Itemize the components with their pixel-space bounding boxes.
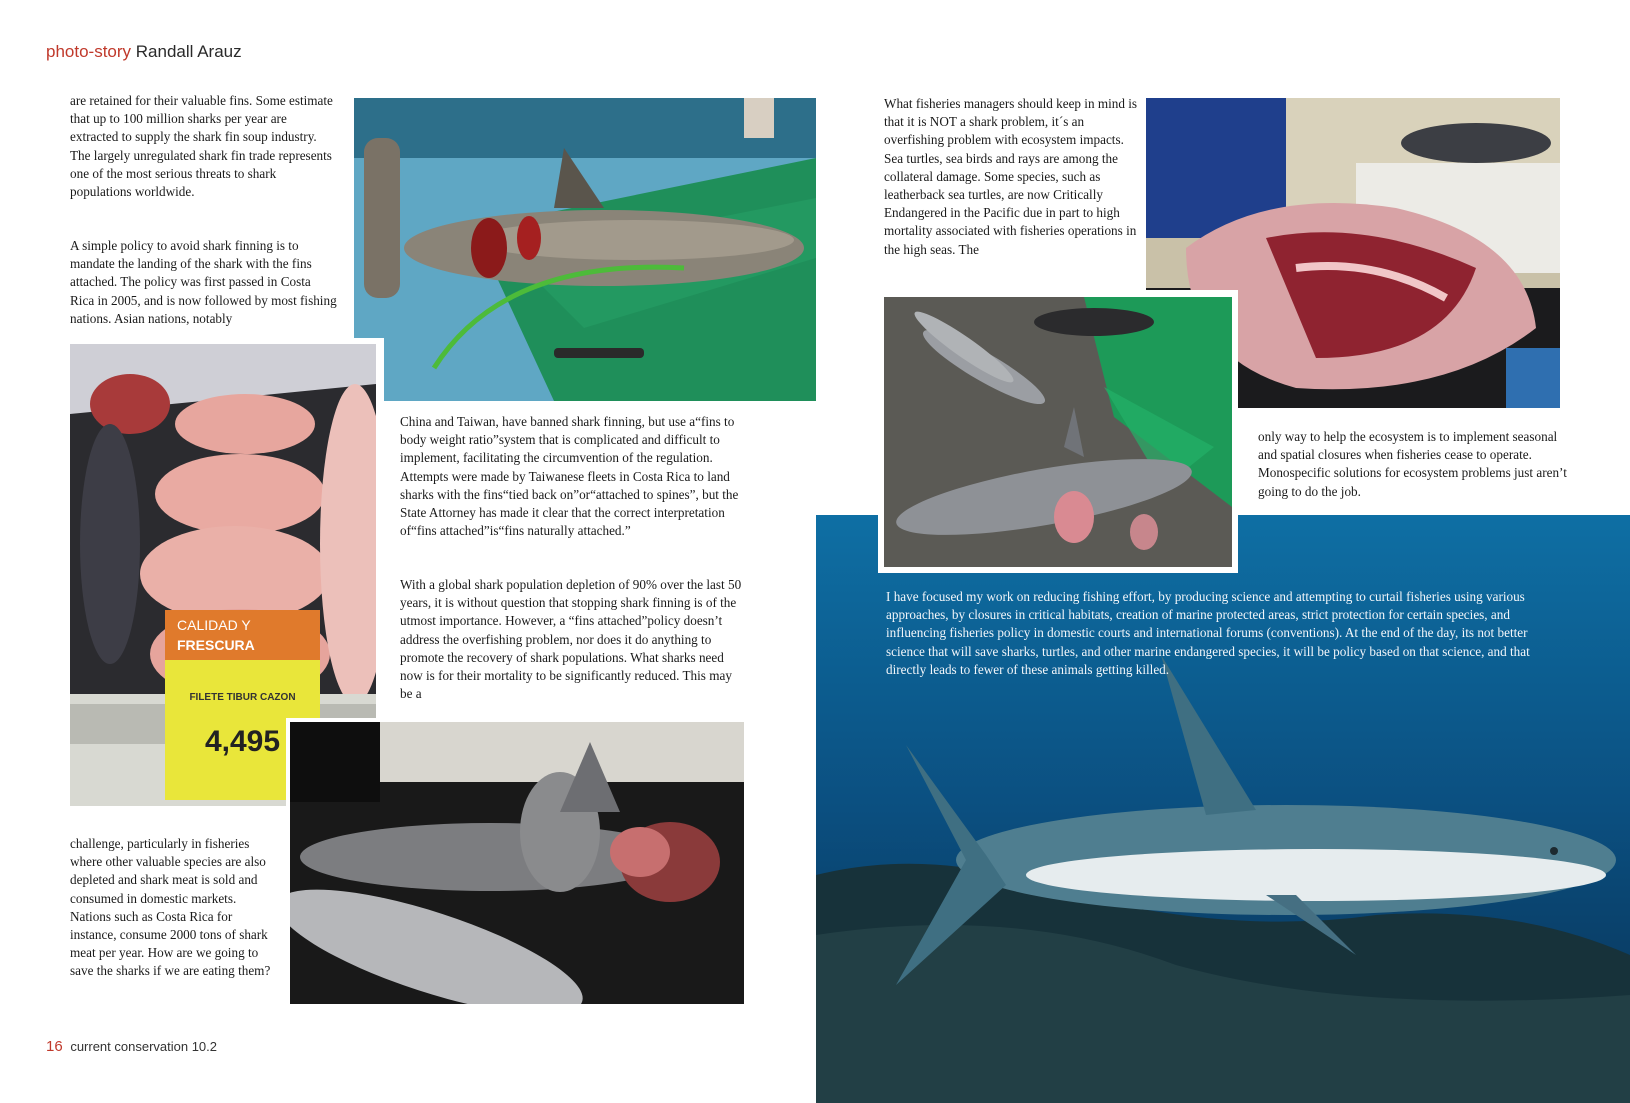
page-header	[46, 42, 242, 62]
price-tag-price: 4,495	[204, 725, 281, 758]
photo-sharks-wet-ground	[884, 297, 1232, 567]
body-text-col2-b: With a global shark population depletion of 90% over the last 50 years, it is without question that stopping shark finning is of the utmost importance. However, a “fins attached”policy doesn’t address the overfishing problem, nor does it do anything to promote the recovery of shark populations. What sharks need now is for their mortality to be significantly reduced. This may be a	[400, 577, 742, 702]
photo-hammerheads-ground	[290, 722, 744, 1004]
price-tag-product: FILETE TIBUR CAZON	[189, 692, 296, 703]
body-text-col1-top: are retained for their valuable fins. Some estimate that up to 100 million sharks per year are extracted to supply the shark fin soup industry. The largely unregulated shark fin trade represents one of the most serious threats to shark populations worldwide.	[70, 93, 333, 200]
body-text-col1-bottom: challenge, particularly in fisheries where other valuable species are also depleted and shark meat is sold and consumed in domestic markets. Nations such as Costa Rica for instance, consume 2000 tons of shark meat per year. How are we going to save the sharks if we are eating them?	[70, 836, 271, 979]
publication-name: current conservation 10.2	[70, 1039, 218, 1054]
body-text-right-top: What fisheries managers should keep in mind is that it is NOT a shark problem, it´s an overfishing problem with ecosystem impacts. Sea turtles, sea birds and rays are among the collateral damage. Some species, such as leatherback sea turtles, are now Critically Endangered in the Pacific due in part to high mortality associated with fisheries operations in the high seas. The	[884, 96, 1138, 257]
body-text-col1-mid: A simple policy to avoid shark finning is to mandate the landing of the shark with the fins attached. The policy was first passed in Costa Rica in 2005, and is now followed by most fishing nations. Asian nations, notably	[70, 238, 337, 326]
price-tag-line1: CALIDAD Y	[177, 617, 251, 633]
body-text-col2-a: China and Taiwan, have banned shark finning, but use a“fins to body weight ratio”system that is complicated and difficult to implement, facilitating the circumvention of the regulation. Attempts were made by Taiwanese fleets in Costa Rica to land sharks with the fins“tied back on”or“attached to spines”, but the State Attorney has made it clear that the correct interpretation of“fins attached”is“fins naturally attached.”	[400, 414, 739, 539]
body-text-right-mid: only way to help the ecosystem is to implement seasonal and spatial closures when fisheries cease to operate. Monospecific solutions for ecosystem problems just aren’t going to do the job.	[1258, 429, 1567, 499]
section-kicker: photo-story	[46, 42, 132, 61]
price-tag-line2: FRESCURA	[177, 637, 255, 653]
body-text-right-bottom: I have focused my work on reducing fishing effort, by producing science and attempting to curtail fisheries using various approaches, by closures in critical habitats, creation of marine protected areas, strict protection for certain species, and influencing fisheries policy in domestic courts and international forums (conventions). At the end of the day, its not better science that will save sharks, turtles, and other marine endangered species, it will be policy based on that science, and that directly leads to fewer of these animals getting killed.	[886, 589, 1530, 677]
page-number: 16	[46, 1038, 63, 1055]
author-name: Randall Arauz	[135, 42, 242, 61]
photo-hammerhead-deck	[354, 98, 816, 401]
page-footer	[46, 1038, 217, 1055]
